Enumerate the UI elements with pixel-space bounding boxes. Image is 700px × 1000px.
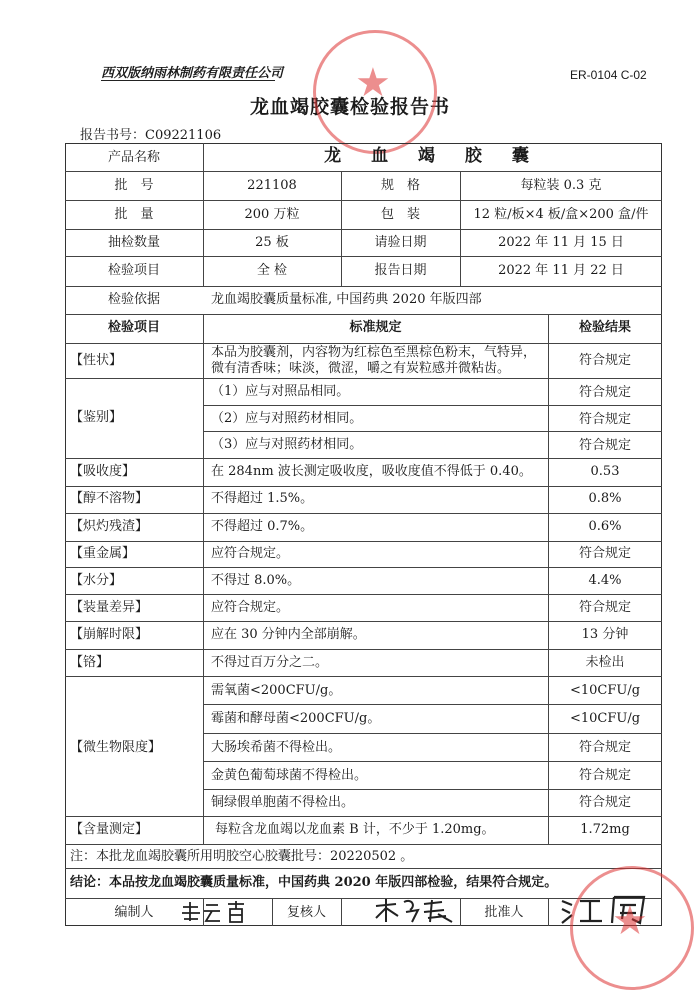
- row-standard-assay: 每粒含龙血竭以龙血素 B 计，不少于 1.20mg。: [215, 822, 495, 837]
- spec-value: 每粒装 0.3 克: [520, 178, 602, 193]
- row-item-chromium: 【铬】: [70, 655, 110, 670]
- batch-label: 批 号: [114, 178, 154, 193]
- row-result-disintegration: 13 分钟: [581, 627, 629, 642]
- sample-value: 25 板: [255, 235, 289, 250]
- row-standard-microbial-3: 大肠埃希菌不得检出。: [211, 740, 342, 755]
- row-standard-microbial-1: 需氧菌<200CFU/g。: [211, 683, 342, 698]
- inspection-item-label: 检验项目: [107, 263, 160, 278]
- row-result-microbial-2: <10CFU/g: [569, 711, 641, 726]
- quantity-value: 200 万粒: [244, 207, 300, 222]
- approved-by-label: 批准人: [484, 905, 524, 920]
- row-result-microbial-3: 符合规定: [578, 740, 631, 755]
- quality-inspection-seal-stamp: [570, 866, 694, 990]
- row-standard-identification-1: （1）应与对照品相同。: [211, 384, 350, 399]
- row-item-assay: 【含量测定】: [70, 822, 149, 837]
- row-item-fill-variation: 【装量差异】: [70, 600, 149, 615]
- row-result-assay: 1.72mg: [580, 822, 630, 837]
- column-header-standard: 标准规定: [349, 320, 402, 335]
- column-header-result: 检验结果: [578, 320, 631, 335]
- row-item-disintegration: 【崩解时限】: [70, 627, 149, 642]
- row-item-heavy-metals: 【重金属】: [70, 546, 136, 561]
- row-standard-chromium: 不得过百万分之二。: [211, 655, 329, 670]
- row-result-appearance: 符合规定: [578, 353, 631, 368]
- row-result-alcohol-insoluble: 0.8%: [588, 491, 622, 506]
- row-standard-absorbance: 在 284nm 波长测定吸收度，吸收度值不得低于 0.40。: [211, 464, 532, 479]
- row-standard-heavy-metals: 应符合规定。: [211, 546, 290, 561]
- company-name: 西双版纳雨林制药有限责任公司: [101, 66, 284, 81]
- prepared-by-signature: [178, 899, 258, 925]
- row-item-ignition-residue: 【炽灼残渣】: [70, 519, 149, 534]
- row-item-microbial-limit: 【微生物限度】: [70, 740, 162, 755]
- sample-label: 抽检数量: [107, 235, 160, 250]
- row-result-ignition-residue: 0.6%: [588, 519, 622, 534]
- spec-label: 规 格: [380, 178, 420, 193]
- row-result-microbial-4: 符合规定: [578, 768, 631, 783]
- column-header-item: 检验项目: [107, 320, 160, 335]
- row-standard-fill-variation: 应符合规定。: [211, 600, 290, 615]
- packing-label: 包 装: [380, 207, 420, 222]
- row-standard-disintegration: 应在 30 分钟内全部崩解。: [211, 627, 366, 642]
- company-underline: [101, 80, 275, 81]
- row-item-identification: 【鉴别】: [70, 410, 123, 425]
- reviewed-by-signature: [372, 896, 462, 926]
- row-standard-microbial-4: 金黄色葡萄球菌不得检出。: [211, 768, 368, 783]
- row-standard-identification-3: （3）应与对照药材相同。: [211, 437, 363, 452]
- row-result-fill-variation: 符合规定: [578, 600, 631, 615]
- row-standard-ignition-residue: 不得超过 0.7%。: [211, 519, 314, 534]
- row-result-identification-3: 符合规定: [578, 438, 631, 453]
- row-item-alcohol-insoluble: 【醇不溶物】: [70, 491, 149, 506]
- basis-label: 检验依据: [107, 292, 160, 307]
- row-result-identification-2: 符合规定: [578, 412, 631, 427]
- row-standard-alcohol-insoluble: 不得超过 1.5%。: [211, 491, 314, 506]
- quantity-label: 批 量: [114, 207, 154, 222]
- document-code: ER-0104 C-02: [570, 68, 647, 82]
- row-result-microbial-1: <10CFU/g: [569, 683, 641, 698]
- row-standard-identification-2: （2）应与对照药材相同。: [211, 411, 363, 426]
- inspection-item-value: 全 检: [256, 263, 288, 278]
- row-item-moisture: 【水分】: [70, 573, 123, 588]
- row-result-chromium: 未检出: [585, 655, 625, 670]
- reviewed-by-label: 复核人: [286, 905, 326, 920]
- capsule-batch-note: 注：本批龙血竭胶囊所用明胶空心胶囊批号：20220502 。: [70, 849, 414, 864]
- product-name-label: 产品名称: [107, 150, 160, 165]
- request-date-label: 请验日期: [374, 235, 427, 250]
- report-number: 报告书号：C09221106: [80, 128, 222, 143]
- packing-value: 12 粒/板×4 板/盒×200 盒/件: [473, 207, 649, 222]
- report-date-value: 2022 年 11 月 22 日: [498, 263, 624, 278]
- basis-value: 龙血竭胶囊质量标准, 中国药典 2020 年版四部: [211, 292, 482, 307]
- row-result-absorbance: 0.53: [590, 464, 620, 479]
- row-item-appearance: 【性状】: [70, 353, 123, 368]
- row-result-moisture: 4.4%: [588, 573, 622, 588]
- seal-star-icon: ★: [612, 898, 648, 944]
- row-standard-moisture: 不得过 8.0%。: [211, 573, 301, 588]
- batch-value: 221108: [247, 178, 297, 193]
- request-date-value: 2022 年 11 月 15 日: [498, 235, 624, 250]
- row-result-identification-1: 符合规定: [578, 385, 631, 400]
- row-result-heavy-metals: 符合规定: [578, 546, 631, 561]
- product-name: 龙 血 竭 胶 囊: [324, 146, 541, 166]
- row-result-microbial-5: 符合规定: [578, 795, 631, 810]
- conclusion: 结论：本品按龙血竭胶囊质量标准，中国药典 2020 年版四部检验，结果符合规定。: [70, 875, 558, 890]
- prepared-by-label: 编制人: [114, 905, 154, 920]
- company-seal-stamp: [313, 30, 437, 154]
- report-title: 龙血竭胶囊检验报告书: [249, 96, 450, 118]
- row-standard-microbial-2: 霉菌和酵母菌<200CFU/g。: [211, 711, 381, 726]
- row-item-absorbance: 【吸收度】: [70, 464, 136, 479]
- report-date-label: 报告日期: [374, 263, 427, 278]
- row-standard-appearance-line1: 本品为胶囊剂，内容物为红棕色至黑棕色粉末，气特异，: [211, 345, 537, 360]
- row-standard-microbial-5: 铜绿假单胞菌不得检出。: [211, 795, 355, 810]
- row-standard-appearance-line2: 微有清香味；味淡，微涩，嚼之有炭粒感并微粘齿。: [211, 361, 511, 376]
- seal-star-icon: ★: [355, 60, 391, 106]
